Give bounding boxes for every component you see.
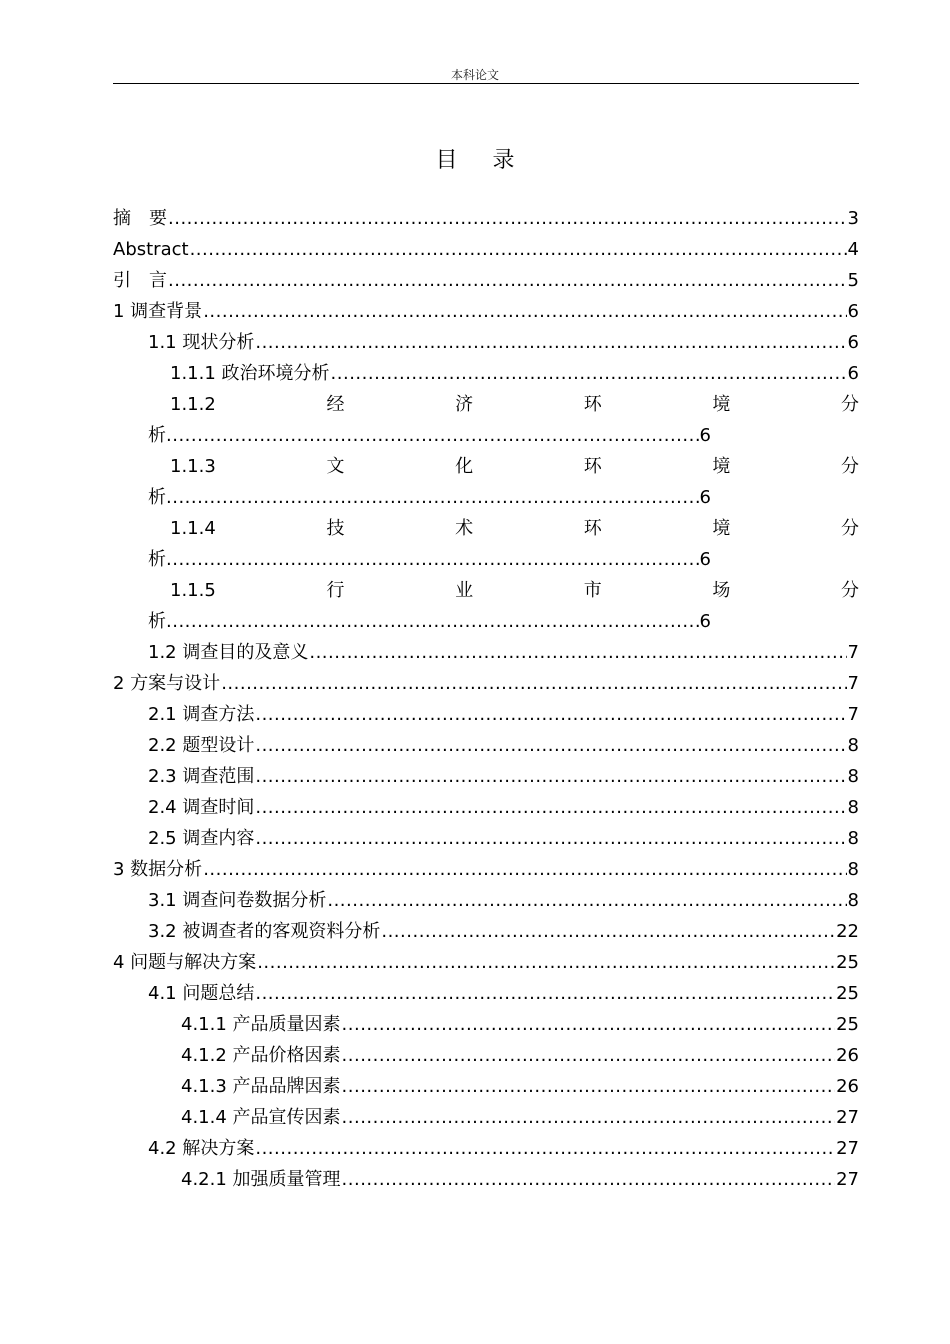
toc-entry-1-1-3[interactable]: 1.1.3 文 化 环 境 分 — [170, 456, 859, 477]
toc-entry-3-1[interactable]: 3.1 调查问卷数据分析 ..... 8 — [113, 885, 859, 916]
toc-entry-4-1-2[interactable]: 4.1.2 产品价格因素 ..... 26 — [113, 1040, 859, 1071]
toc-entry-4-1-3[interactable]: 4.1.3 产品品牌因素 ..... 26 — [113, 1071, 859, 1102]
toc-entry-1[interactable]: 1 调查背景 ..... 6 — [113, 296, 859, 327]
toc-entry-1-1-1[interactable]: 1.1.1 政治环境分析 ..... 6 — [113, 358, 859, 389]
toc-entry-1-1-2-continuation[interactable]: 析 ..... 6 — [113, 420, 711, 451]
toc-entry-1-1-5-continuation[interactable]: 析 ..... 6 — [113, 606, 711, 637]
toc-entry-4-1-1[interactable]: 4.1.1 产品质量因素 ..... 25 — [113, 1009, 859, 1040]
toc-entry-1-1-4-continuation[interactable]: 析 ..... 6 — [113, 544, 711, 575]
page-title: 目 录 — [435, 148, 529, 173]
toc-entry-4-2[interactable]: 4.2 解决方案 ..... 27 — [113, 1133, 859, 1164]
toc-entry-1-1-2[interactable]: 1.1.2 经 济 环 境 分 — [170, 394, 859, 415]
toc-entry-2-1[interactable]: 2.1 调查方法 ..... 7 — [113, 699, 859, 730]
toc-entry-2-4[interactable]: 2.4 调查时间 ..... 8 — [113, 792, 859, 823]
toc-entry-4-1[interactable]: 4.1 问题总结 ..... 25 — [113, 978, 859, 1009]
toc-entry-1-1-5[interactable]: 1.1.5 行 业 市 场 分 — [170, 580, 859, 601]
toc-entry-abstract-cn[interactable]: 摘 要 ..... 3 — [113, 203, 859, 234]
toc-entry-3-2[interactable]: 3.2 被调查者的客观资料分析 ..... 22 — [113, 916, 859, 947]
toc-entry-introduction[interactable]: 引 言 ..... 5 — [113, 265, 859, 296]
toc-entry-1-1-4[interactable]: 1.1.4 技 术 环 境 分 — [170, 518, 859, 539]
toc-entry-4-1-4[interactable]: 4.1.4 产品宣传因素 ..... 27 — [113, 1102, 859, 1133]
toc-entry-1-1-3-continuation[interactable]: 析 ..... 6 — [113, 482, 711, 513]
running-header: 本科论文 — [450, 68, 499, 82]
header-rule — [113, 83, 859, 84]
toc-entry-abstract-en[interactable]: Abstract ..... 4 — [113, 234, 859, 265]
toc-entry-2-5[interactable]: 2.5 调查内容 ..... 8 — [113, 823, 859, 854]
toc-entry-1-1[interactable]: 1.1 现状分析 ..... 6 — [113, 327, 859, 358]
toc-entry-2-3[interactable]: 2.3 调查范围 ..... 8 — [113, 761, 859, 792]
toc-entry-2-2[interactable]: 2.2 题型设计 ..... 8 — [113, 730, 859, 761]
toc-entry-4[interactable]: 4 问题与解决方案 ..... 25 — [113, 947, 859, 978]
toc-entry-2[interactable]: 2 方案与设计 ..... 7 — [113, 668, 859, 699]
toc-entry-1-2[interactable]: 1.2 调查目的及意义 ..... 7 — [113, 637, 859, 668]
toc-entry-3[interactable]: 3 数据分析 ..... 8 — [113, 854, 859, 885]
toc-entry-4-2-1[interactable]: 4.2.1 加强质量管理 ..... 27 — [113, 1164, 859, 1195]
table-of-contents — [113, 203, 859, 1195]
